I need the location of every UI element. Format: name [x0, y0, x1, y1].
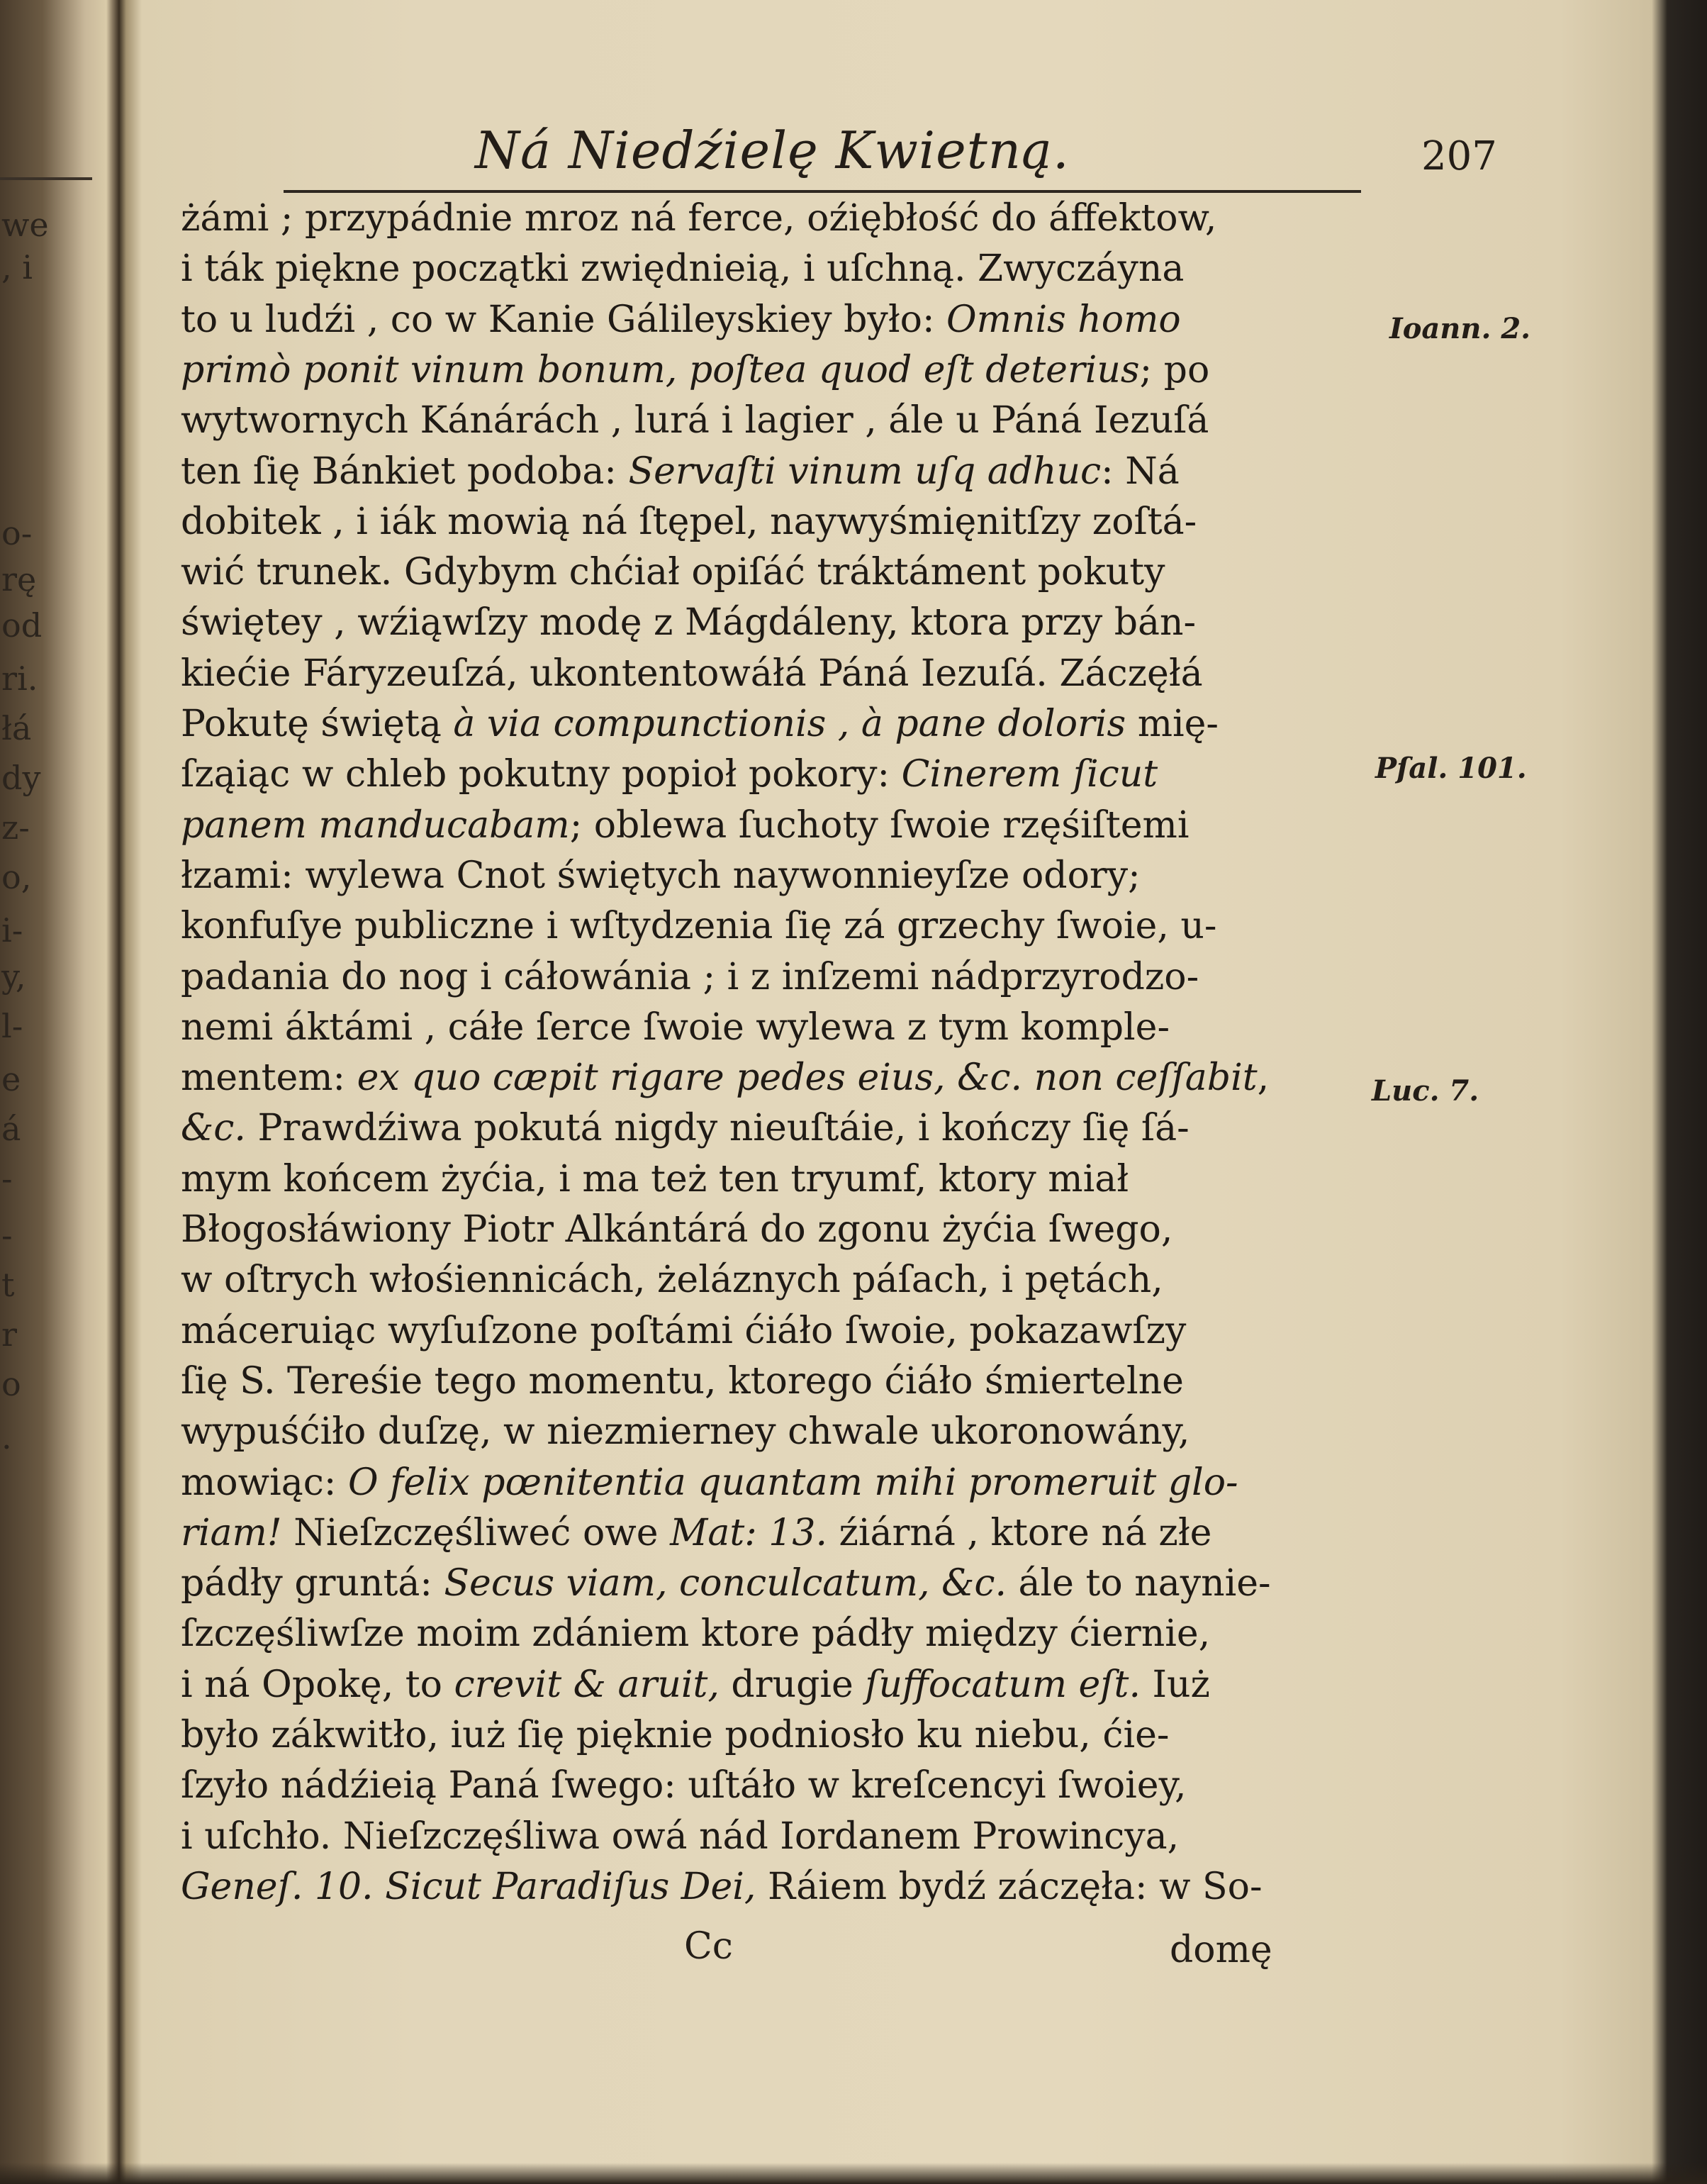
text-line: [181, 1158, 1361, 1200]
facing-fragment: z-: [1, 808, 30, 847]
scan-bottom-edge: [0, 2163, 1707, 2184]
text-line: [181, 1562, 1361, 1605]
text-segment: mowiąc:: [181, 1461, 348, 1504]
text-line: [181, 1461, 1361, 1504]
latin-quotation: Omnis homo: [946, 298, 1181, 341]
latin-quotation: Geneſ. 10. Sicut Paradiſus Dei,: [181, 1865, 756, 1908]
text-segment: mentem:: [181, 1057, 357, 1100]
text-line: [181, 1664, 1361, 1706]
facing-fragment: r: [1, 1315, 17, 1354]
facing-fragment: i-: [1, 911, 23, 949]
facing-fragment: od: [1, 606, 43, 645]
text-segment: wytwornych Kánárách , lurá i lagier , ále u Páná Iezuſá: [181, 399, 1209, 442]
facing-fragment: dy: [1, 759, 41, 797]
text-segment: mię-: [1126, 703, 1219, 745]
text-line: [181, 1208, 1361, 1251]
text-line: [181, 1764, 1361, 1807]
latin-quotation: Secus viam, conculcatum, &c.: [444, 1562, 1007, 1605]
text-segment: : Ná: [1101, 450, 1180, 493]
text-segment: wić trunek. Gdybym chćiał opiſáć tráktáment pokuty: [181, 551, 1165, 594]
text-segment: żámi ; przypádnie mroz ná ferce, oźiębłość do áffektow,: [181, 197, 1217, 240]
text-segment: świętey , wźiąwſzy modę z Mágdáleny, ktora przy bán-: [181, 601, 1197, 645]
facing-fragment: -: [1, 1216, 13, 1254]
facing-fragment: rę: [1, 560, 37, 598]
text-line: [181, 854, 1361, 897]
text-line: [181, 501, 1361, 543]
text-line: [181, 551, 1361, 594]
text-segment: ſzyło nádźieią Paná ſwego: uſtáło w kreſcencyi ſwoiey,: [181, 1764, 1187, 1807]
page-number: 207: [1421, 133, 1497, 179]
text-line: [181, 1714, 1361, 1756]
margin-note-psal: Pſal. 101.: [1375, 752, 1527, 785]
latin-quotation: Cinerem ſicut: [901, 753, 1158, 796]
text-line: [181, 1259, 1361, 1301]
text-line: [181, 753, 1361, 796]
text-line: [181, 1815, 1361, 1858]
text-segment: Nieſzczęśliweć owe: [281, 1511, 671, 1554]
facing-fragment: t: [1, 1266, 15, 1304]
facing-fragment: łá: [1, 709, 32, 747]
latin-quotation: ex quo cæpit rigare pedes eius, &c. non ceſſabit: [357, 1057, 1258, 1100]
text-line: [181, 601, 1361, 644]
latin-quotation: Mat: 13.: [670, 1511, 827, 1554]
text-line: [181, 247, 1361, 290]
text-line: [181, 349, 1361, 391]
text-line: [181, 299, 1361, 341]
facing-fragment: ri.: [1, 659, 38, 698]
text-segment: ; po: [1139, 348, 1210, 391]
text-segment: ; oblewa ſuchoty ſwoie rzęśiſtemi: [569, 803, 1190, 847]
text-segment: kiećie Fáryzeuſzá, ukontentowáłá Páná Iezuſá. Záczęłá: [181, 652, 1203, 695]
text-segment: źiárná , ktore ná złe: [827, 1511, 1212, 1554]
text-line: [181, 399, 1361, 442]
text-line: [181, 1866, 1361, 1908]
facing-fragment: o,: [1, 858, 32, 896]
text-segment: i uſchło. Nieſzczęśliwa owá nád Iordanem Prowincya,: [181, 1815, 1180, 1858]
text-segment: Iuż: [1140, 1663, 1210, 1706]
text-segment: wypuśćiło duſzę, w niezmierney chwale ukoronowány,: [181, 1410, 1190, 1454]
text-segment: to u ludźi , co w Kanie Gálileyskiey było:: [181, 298, 947, 341]
latin-quotation: Servaſti vinum uſq adhuc: [628, 450, 1102, 493]
text-segment: łzami: wylewa Cnot świętych naywonnieyſze odory;: [181, 854, 1141, 897]
text-segment: ,: [1257, 1057, 1270, 1100]
facing-fragment: o: [1, 1365, 21, 1403]
latin-quotation: O felix pœnitentia quantam mihi promeruit glo-: [347, 1461, 1238, 1504]
catchword: domę: [1170, 1929, 1272, 1971]
facing-fragment: .: [1, 1418, 12, 1456]
latin-quotation: crevit & aruit,: [454, 1663, 720, 1706]
text-line: [181, 450, 1361, 493]
text-segment: ſzczęśliwſze moim zdániem ktore pádły między ćiernie,: [181, 1612, 1211, 1656]
text-line: [181, 1057, 1361, 1099]
text-segment: mym końcem żyćia, i ma też ten tryumf, ktory miał: [181, 1157, 1129, 1200]
facing-fragment: -: [1, 1159, 13, 1198]
facing-fragment: y,: [1, 957, 26, 996]
text-line: [181, 1612, 1361, 1655]
text-line: [181, 1107, 1361, 1149]
margin-note-ioann: Ioann. 2.: [1389, 312, 1531, 345]
text-line: [181, 1360, 1361, 1403]
text-segment: ſząiąc w chleb pokutny popioł pokory:: [181, 753, 902, 796]
text-segment: w oſtrych włośiennicách, żeláznych páſach, i pętách,: [181, 1259, 1163, 1302]
text-segment: ſię S. Tereśie tego momentu, ktorego ćiáło śmiertelne: [181, 1359, 1184, 1403]
text-segment: drugie: [719, 1663, 866, 1706]
facing-fragment: we: [1, 206, 49, 244]
text-line: [181, 1410, 1361, 1453]
facing-fragment: , i: [1, 248, 33, 286]
text-segment: nemi áktámi , cáłe ſerce ſwoie wylewa z tym komple-: [181, 1005, 1170, 1049]
text-segment: pádły gruntá:: [181, 1562, 444, 1605]
latin-quotation: panem manducabam: [181, 803, 570, 847]
text-segment: ále to naynie-: [1007, 1562, 1271, 1605]
text-segment: Pokutę świętą: [181, 703, 454, 745]
latin-quotation: primò ponit vinum bonum, poſtea quod eſt deterius: [181, 348, 1140, 391]
latin-quotation: ſuffocatum eſt.: [865, 1663, 1141, 1706]
text-line: [181, 652, 1361, 695]
latin-quotation: riam!: [181, 1511, 282, 1554]
text-segment: ten ſię Bánkiet podoba:: [181, 450, 629, 493]
signature-mark: Cc: [684, 1925, 733, 1968]
text-segment: Ráiem bydź záczęła: w So-: [756, 1865, 1263, 1908]
margin-note-luc: Luc. 7.: [1372, 1074, 1479, 1108]
facing-fragment: á: [1, 1110, 21, 1148]
text-segment: Błogosłáwiony Piotr Alkántárá do zgonu żyćia ſwego,: [181, 1208, 1173, 1251]
latin-quotation: &c.: [181, 1107, 246, 1150]
text-segment: Prawdźiwa pokutá nigdy nieuſtáie, i kończy ſię ſá-: [245, 1107, 1190, 1150]
facing-fragment: l-: [1, 1007, 23, 1045]
text-line: [181, 804, 1361, 847]
text-segment: dobitek , i iák mowią ná ſtępel, naywyśmięnitſzy zoſtá-: [181, 500, 1197, 543]
text-line: [181, 1006, 1361, 1049]
text-segment: i ták piękne początki zwiędnieią, i uſchną. Zwyczáyna: [181, 247, 1185, 291]
text-segment: padania do nog i cáłowánia ; i z inſzemi nádprzyrodzo-: [181, 955, 1199, 998]
facing-fragment: o-: [1, 514, 33, 552]
running-title: Ná Niedźielę Kwietną.: [475, 121, 1070, 180]
latin-quotation: à via compunctionis , à pane doloris: [453, 703, 1126, 745]
text-line: [181, 703, 1361, 745]
text-segment: było zákwitło, iuż ſię pięknie podniosło ku niebu, ćie-: [181, 1714, 1170, 1756]
text-line: [181, 905, 1361, 947]
text-line: [181, 956, 1361, 998]
text-line: [181, 1310, 1361, 1352]
text-segment: máceruiąc wyſuſzone poſtámi ćiáło ſwoie, pokazawſzy: [181, 1309, 1187, 1352]
text-segment: i ná Opokę, to: [181, 1663, 454, 1706]
text-line: [181, 197, 1361, 240]
facing-fragment: e: [1, 1060, 21, 1098]
text-line: [181, 1512, 1361, 1554]
text-segment: konfuſye publiczne i wſtydzenia ſię zá grzechy ſwoie, u-: [181, 905, 1217, 948]
